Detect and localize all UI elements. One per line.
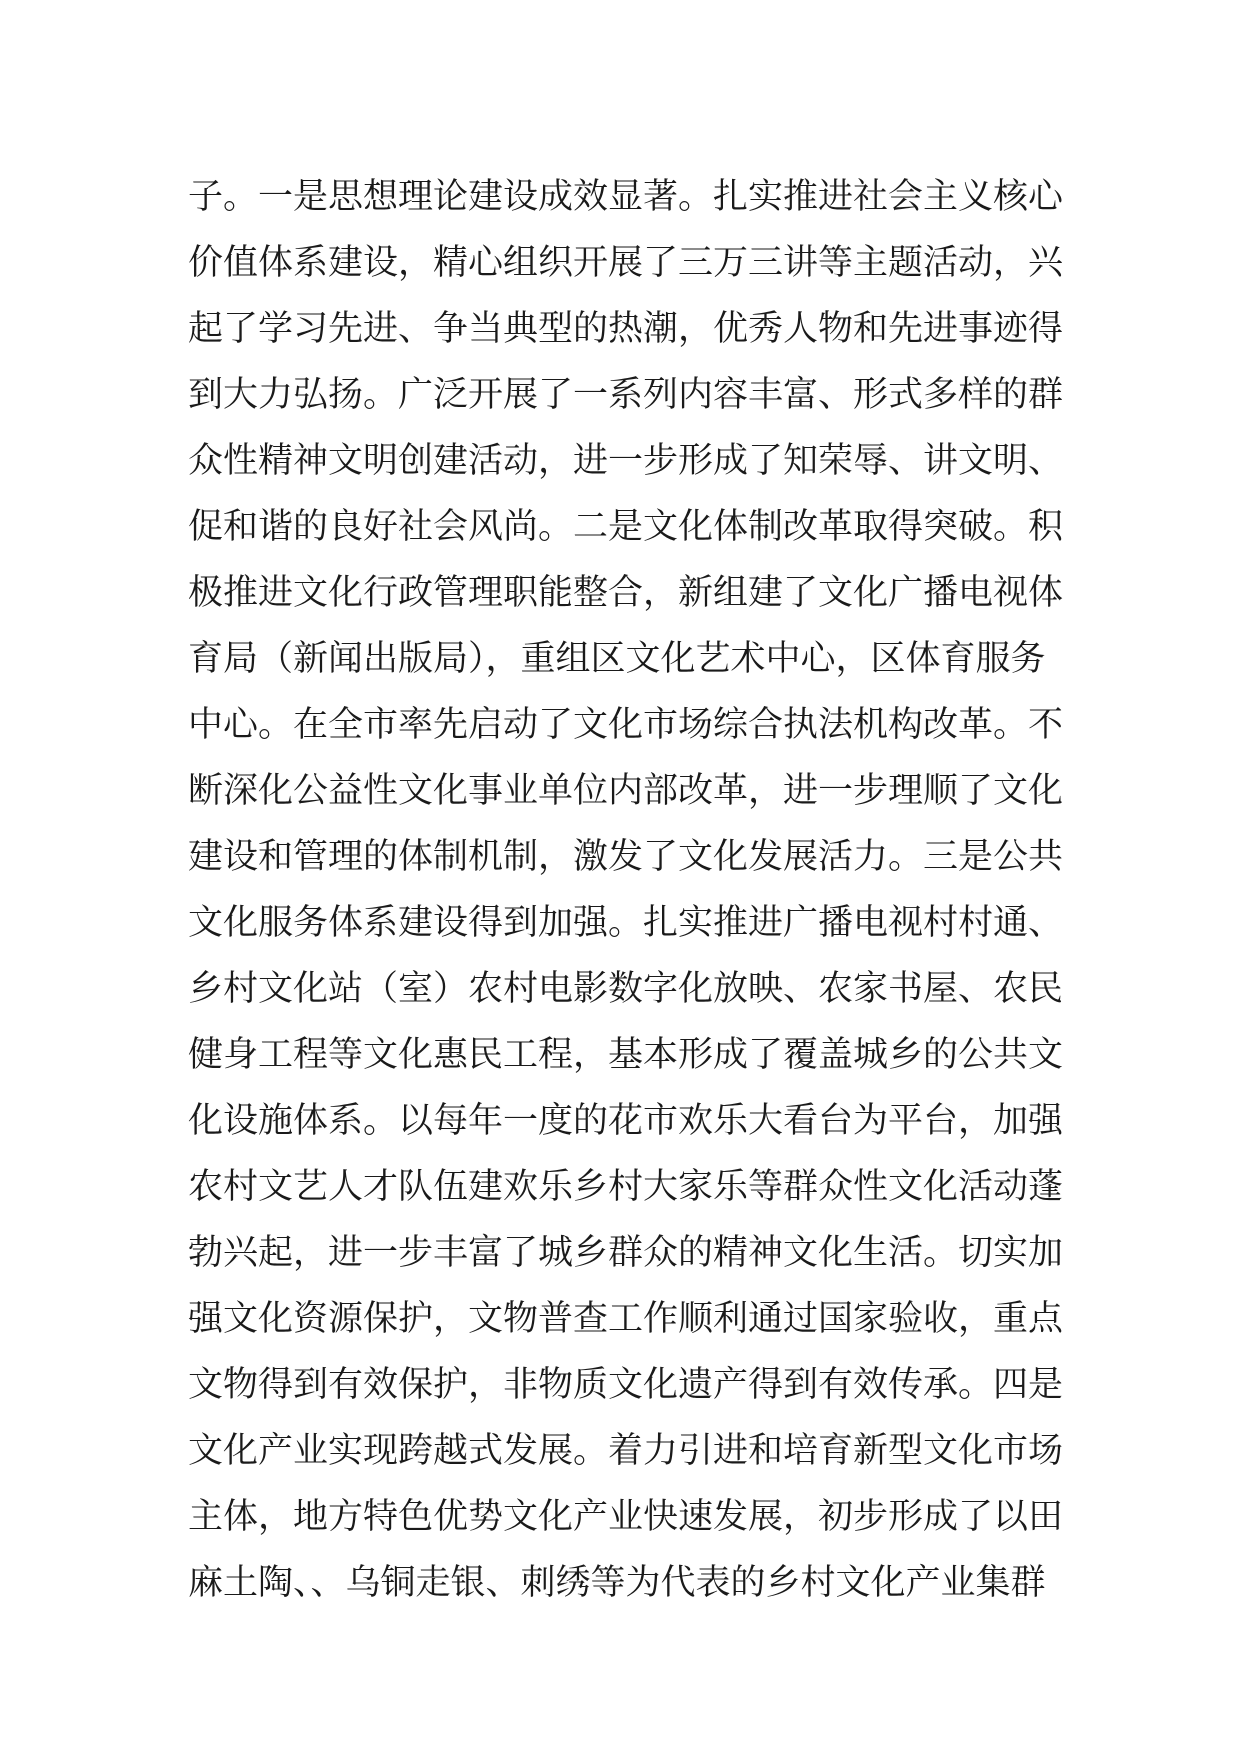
- text-line: 勃兴起，进一步丰富了城乡群众的精神文化生活。切实加: [188, 1233, 1064, 1273]
- text-line: 文化产业实现跨越式发展。着力引进和培育新型文化市场: [188, 1431, 1064, 1471]
- text-line: 乡村文化站（室）农村电影数字化放映、农家书屋、农民: [188, 969, 1064, 1009]
- text-line: 文化服务体系建设得到加强。扎实推进广播电视村村通、: [188, 903, 1064, 943]
- text-line: 促和谐的良好社会风尚。二是文化体制改革取得突破。积: [188, 507, 1064, 547]
- text-line: 极推进文化行政管理职能整合，新组建了文化广播电视体: [188, 573, 1064, 613]
- text-line: 强文化资源保护，文物普查工作顺利通过国家验收，重点: [188, 1299, 1064, 1339]
- text-line: 众性精神文明创建活动，进一步形成了知荣辱、讲文明、: [188, 441, 1064, 481]
- text-line: 中心。在全市率先启动了文化市场综合执法机构改革。不: [188, 705, 1064, 745]
- text-line: 化设施体系。以每年一度的花市欢乐大看台为平台，加强: [188, 1101, 1064, 1141]
- text-line: 建设和管理的体制机制，激发了文化发展活力。三是公共: [188, 837, 1064, 877]
- text-line: 起了学习先进、争当典型的热潮，优秀人物和先进事迹得: [188, 309, 1064, 349]
- body-paragraph: [188, 164, 1064, 1616]
- text-line: 价值体系建设，精心组织开展了三万三讲等主题活动，兴: [188, 243, 1064, 283]
- text-line: 子。一是思想理论建设成效显著。扎实推进社会主义核心: [188, 177, 1064, 217]
- text-line: 文物得到有效保护，非物质文化遗产得到有效传承。四是: [188, 1365, 1064, 1405]
- text-line: 断深化公益性文化事业单位内部改革，进一步理顺了文化: [188, 771, 1064, 811]
- text-line: 健身工程等文化惠民工程，基本形成了覆盖城乡的公共文: [188, 1035, 1064, 1075]
- text-line: 育局（新闻出版局），重组区文化艺术中心，区体育服务: [188, 639, 1046, 679]
- text-line: 农村文艺人才队伍建欢乐乡村大家乐等群众性文化活动蓬: [188, 1167, 1064, 1207]
- text-line: 到大力弘扬。广泛开展了一系列内容丰富、形式多样的群: [188, 375, 1064, 415]
- text-line: 麻土陶、、乌铜走银、刺绣等为代表的乡村文化产业集群: [188, 1563, 1046, 1603]
- text-line: 主体，地方特色优势文化产业快速发展，初步形成了以田: [188, 1497, 1064, 1537]
